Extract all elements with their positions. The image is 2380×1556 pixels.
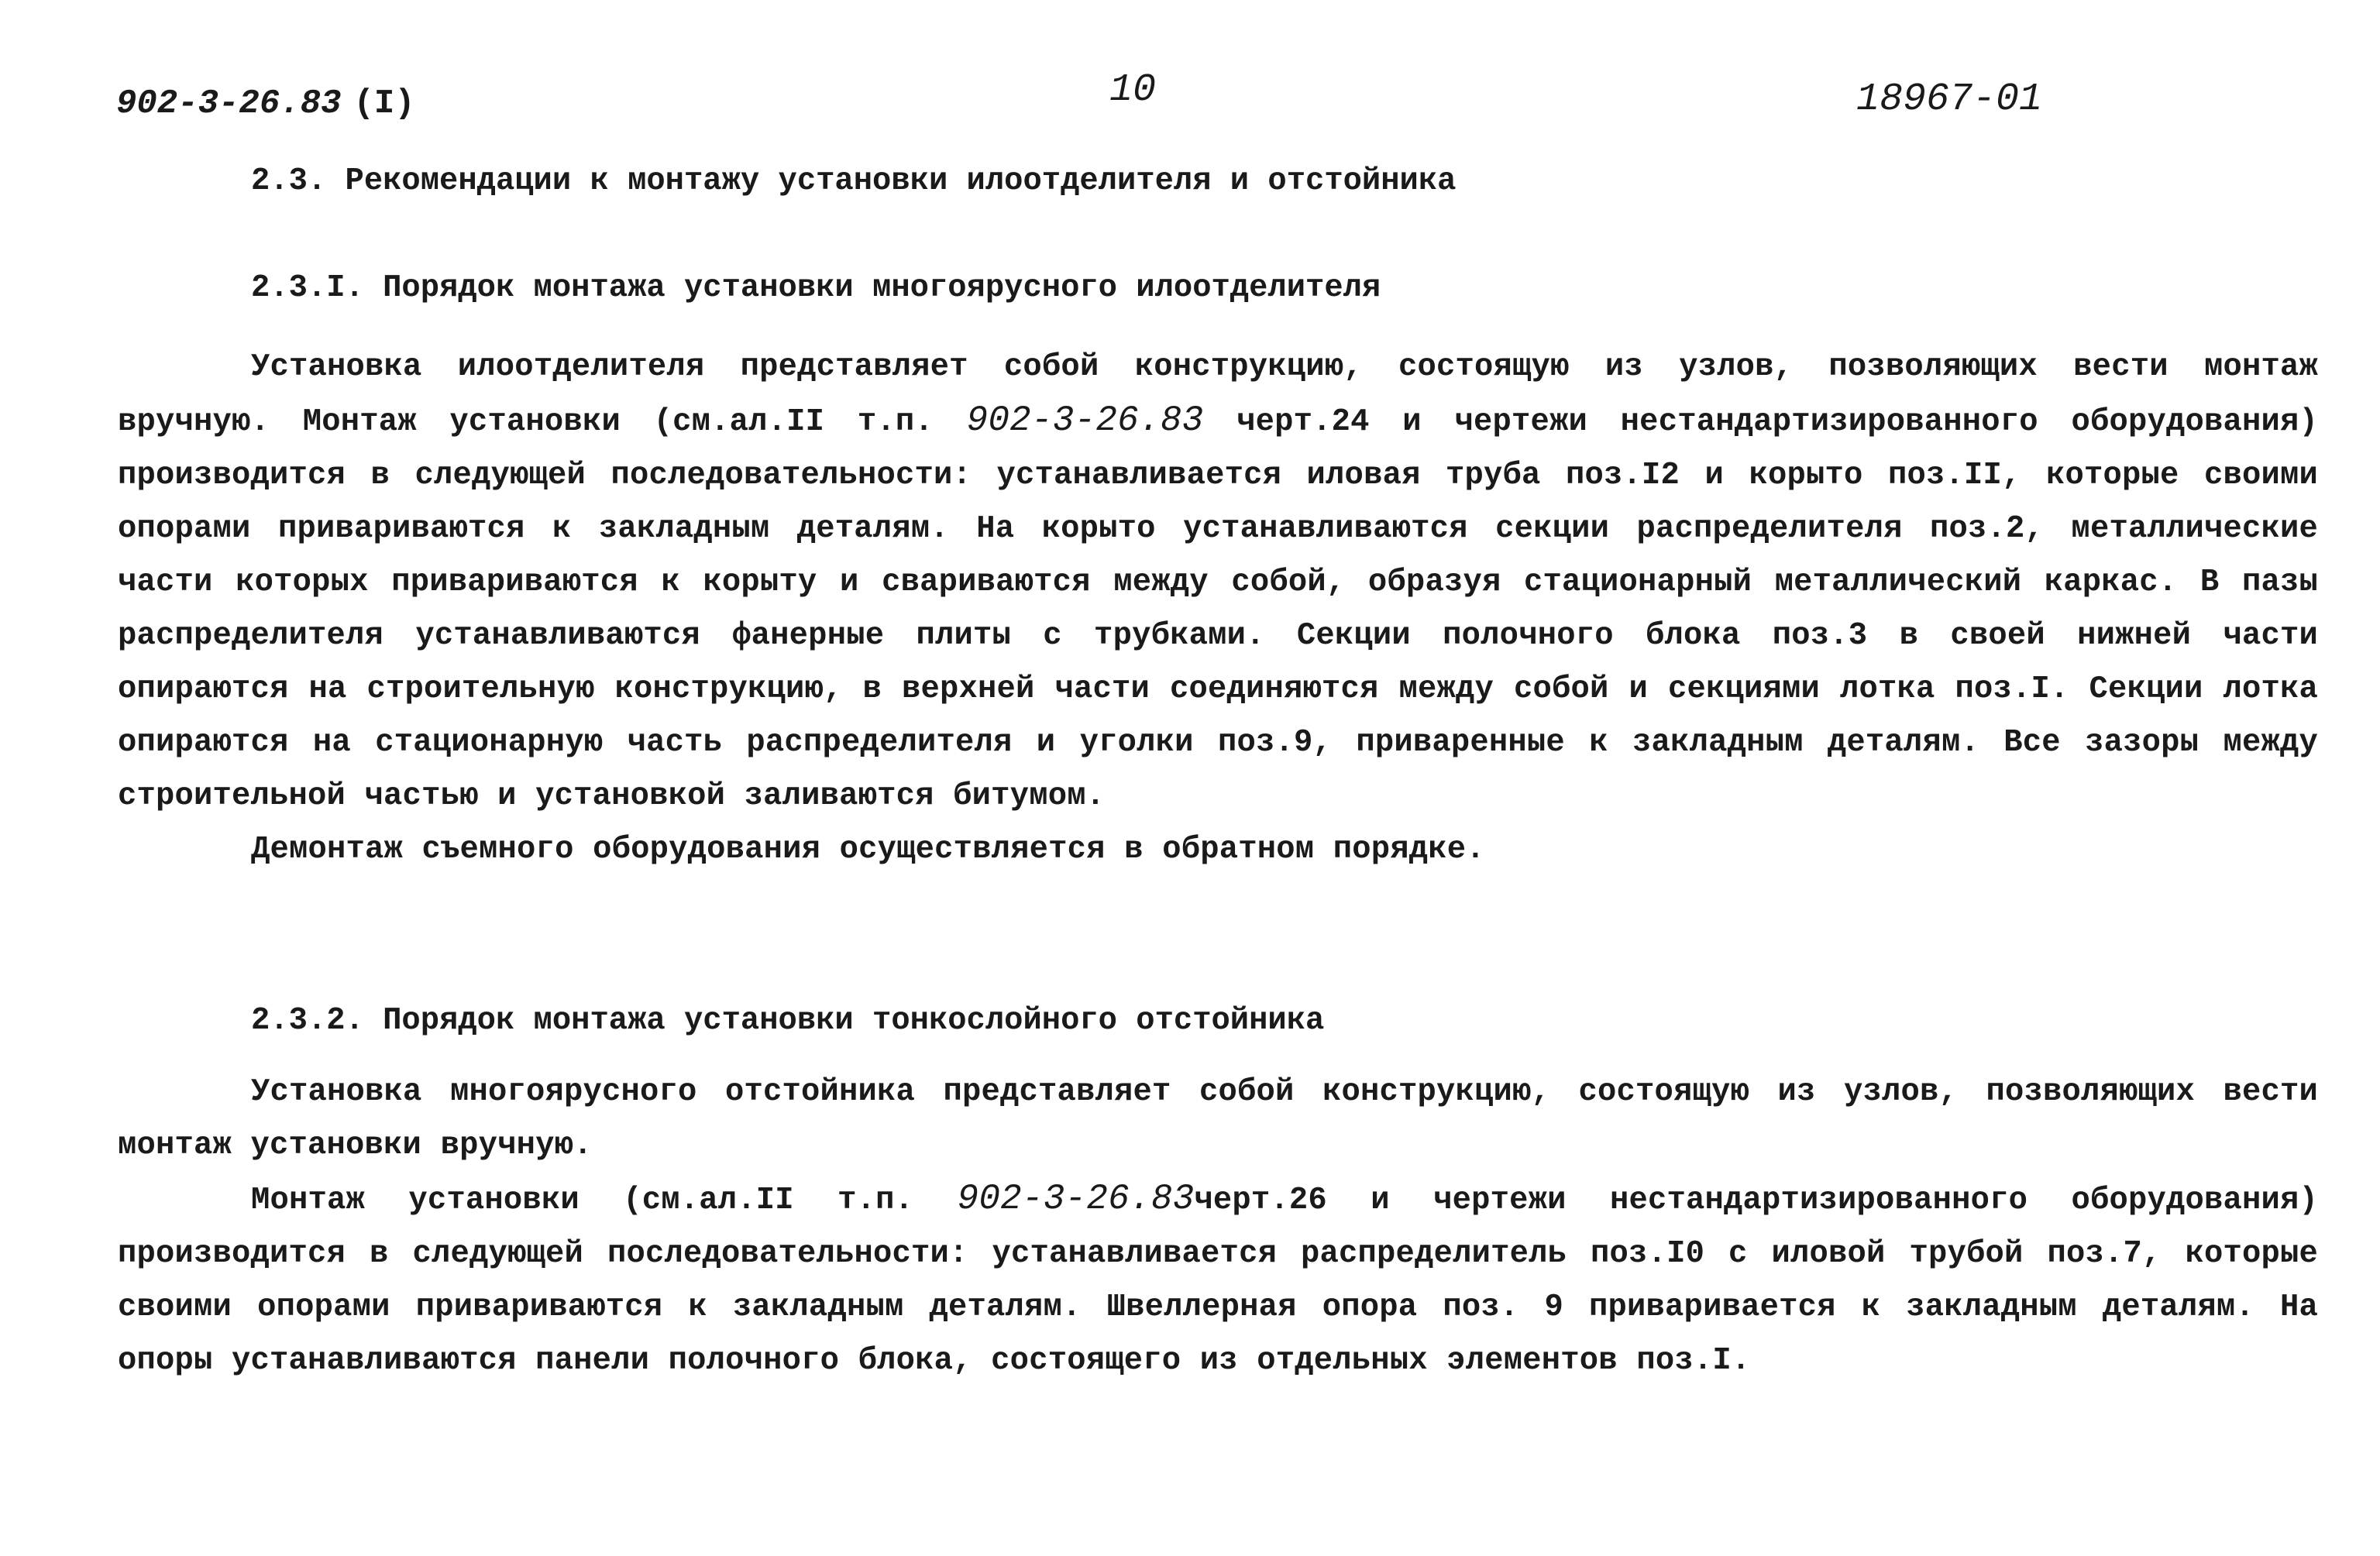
subsection-1-title: 2.3.I. Порядок монтажа установки многоярусного илоотделителя	[251, 270, 1381, 306]
document-code-header	[116, 84, 415, 123]
paragraph-text: Монтаж установки (см.ал.II т.п.	[251, 1183, 914, 1218]
handwritten-reference: 902-3-26.83	[966, 400, 1204, 441]
subsection-2-title: 2.3.2. Порядок монтажа установки тонкослойного отстойника	[251, 1003, 1325, 1039]
subsection-1-paragraph-2: Демонтаж съемного оборудования осуществляется в обратном порядке.	[251, 832, 1485, 867]
document-code: 902-3-26.83	[116, 84, 342, 123]
subsection-2-body	[118, 1066, 2318, 1388]
handwritten-reference: 902-3-26.83	[957, 1179, 1195, 1219]
volume-number: (I)	[353, 84, 415, 123]
inventory-number: 18967-01	[1856, 77, 2043, 122]
subsection-1-body	[118, 341, 2318, 877]
subsection-1-paragraph-1	[118, 341, 2318, 823]
page-number: 10	[1109, 68, 1157, 112]
subsection-2-paragraph-2	[118, 1173, 2318, 1388]
paragraph-text: черт.26 и чертежи нестандартизированного оборудования) производится в следующей последовательности: устанавливается распределитель поз.I0 с иловой трубой поз.7, которые своими опорами привариваются к закладным деталям. Швеллерная опора поз. 9 приваривается к закладным деталям. На опоры устанавливаются панели полочного блока, состоящего из отдельных элементов поз.I.	[118, 1183, 2318, 1379]
section-title: 2.3. Рекомендации к монтажу установки илоотделителя и отстойника	[251, 163, 1457, 199]
paragraph-text: Установка илоотделителя представляет собой конструкцию, состоящую из узлов, позволяющих вести монтаж вручную. Монтаж установки (см.ал.II т.п.	[118, 349, 2318, 440]
paragraph-text: черт.24 и чертежи нестандартизированного оборудования) производится в следующей последовательности: устанавливается иловая труба поз.I2 и корыто поз.II, которые своими опорами привариваются к закладным деталям. На корыто устанавливаются секции распределителя поз.2, металлические части которых привариваются к корыту и свариваются между собой, образуя стационарный металлический каркас. В пазы распределителя устанавливаются фанерные плиты с трубками. Секции полочного блока поз.3 в своей нижней части опираются на строительную конструкцию, в верхней части соединяются между собой и секциями лотка поз.I. Секции лотка опираются на стационарную часть распределителя и уголки поз.9, приваренные к закладным деталям. Все зазоры между строительной частью и установкой заливаются битумом.	[118, 404, 2318, 814]
subsection-2-paragraph-1: Установка многоярусного отстойника представляет собой конструкцию, состоящую из узлов, позволяющих вести монтаж установки вручную.	[118, 1074, 2318, 1163]
